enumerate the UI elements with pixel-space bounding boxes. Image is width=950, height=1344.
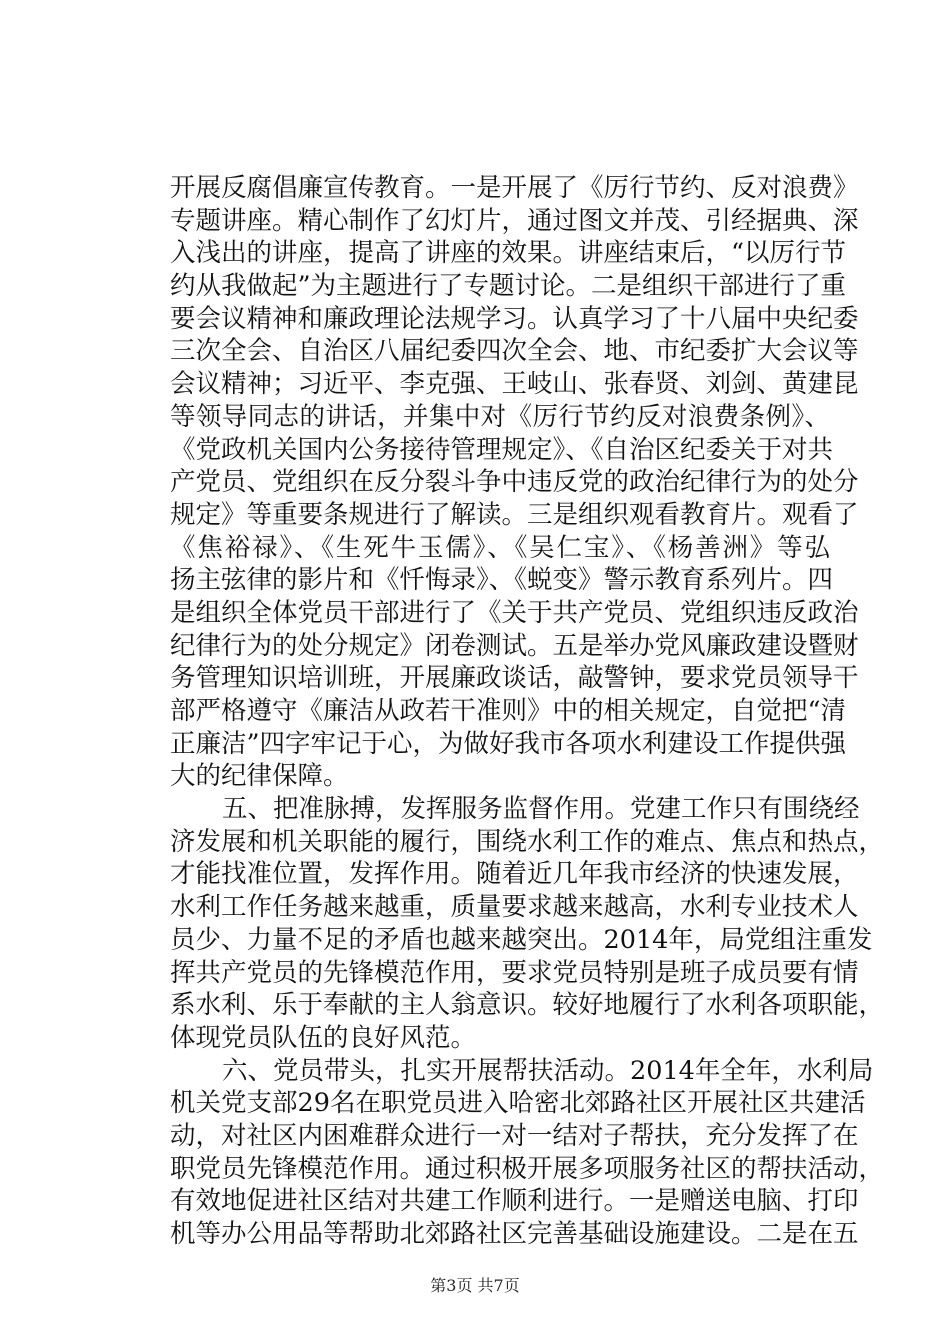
text-line: 规定》等重要条规进行了解读。三是组织观看教育片。观看了 [170, 499, 859, 530]
text-line: 是组织全体党员干部进行了《关于共产党员、党组织违反政治 [170, 597, 859, 628]
text-line: 《党政机关国内公务接待管理规定》、《自治区纪委关于对共 [170, 434, 834, 465]
text-line: 机关党支部29名在职党员进入哈密北郊路社区开展社区共建活 [170, 1088, 866, 1119]
text-line: 有效地促进社区结对共建工作顺利进行。一是赠送电脑、打印 [170, 1186, 859, 1217]
text-line: 入浅出的讲座，提高了讲座的效果。讲座结束后，“以厉行节 [170, 238, 847, 269]
text-line: 会议精神；习近平、李克强、王岐山、张春贤、刘剑、黄建昆 [170, 369, 859, 400]
text-line: 五、把准脉搏，发挥服务监督作用。党建工作只有围绕经 [222, 794, 860, 825]
page-number: 第3页 共7页 [430, 1276, 520, 1295]
text-line: 专题讲座。精心制作了幻灯片，通过图文并茂、引经据典、深 [170, 205, 859, 236]
text-line: 机等办公用品等帮助北郊路社区完善基础设施建设。二是在五 [170, 1219, 859, 1249]
text-line: 才能找准位置，发挥作用。随着近几年我市经济的快速发展， [170, 859, 859, 890]
paragraph-2 [170, 793, 885, 1055]
text-line: 六、党员带头，扎实开展帮扶活动。2014年全年，水利局 [222, 1055, 874, 1086]
text-line: 职党员先锋模范作用。通过积极开展多项服务社区的帮扶活动， [170, 1153, 885, 1184]
text-line: 正廉洁”四字牢记于心，为做好我市各项水利建设工作提供强 [170, 728, 847, 759]
text-line: 济发展和机关职能的履行，围绕水利工作的难点、焦点和热点， [170, 826, 885, 857]
text-line: 体现党员队伍的良好风范。 [170, 1022, 477, 1053]
text-line: 水利工作任务越来越重，质量要求越来越高，水利专业技术人 [170, 892, 859, 923]
text-line: 扬主弦律的影片和《忏悔录》、《蜕变》警示教育系列片。四 [170, 565, 834, 596]
paragraph-3 [170, 1055, 885, 1251]
text-line: 务管理知识培训班，开展廉政谈话，敲警钟，要求党员领导干 [170, 663, 859, 694]
text-line: 《焦裕禄》、《生死牛玉儒》、《吴仁宝》、《杨善洲》等弘 [170, 532, 830, 563]
document-body [170, 172, 885, 1251]
text-line: 等领导同志的讲话，并集中对《厉行节约反对浪费条例》、 [170, 401, 830, 432]
text-line: 部严格遵守《廉洁从政若干准则》中的相关规定，自觉把“清 [170, 696, 847, 726]
text-line: 要会议精神和廉政理论法规学习。认真学习了十八届中央纪委 [170, 303, 859, 334]
text-line: 三次全会、自治区八届纪委四次全会、地、市纪委扩大会议等 [170, 336, 859, 367]
text-line: 约从我做起”为主题进行了专题讨论。二是组织干部进行了重 [170, 271, 847, 302]
text-line: 动，对社区内困难群众进行一对一结对子帮扶，充分发挥了在 [170, 1120, 859, 1151]
paragraph-1 [170, 172, 859, 793]
text-line: 员少、力量不足的矛盾也越来越突出。2014年，局党组注重发 [170, 924, 873, 955]
text-line: 产党员、党组织在反分裂斗争中违反党的政治纪律行为的处分 [170, 467, 859, 498]
text-line: 大的纪律保障。 [170, 761, 349, 792]
text-line: 纪律行为的处分规定》闭卷测试。五是举办党风廉政建设暨财 [170, 630, 859, 661]
text-line: 开展反腐倡廉宣传教育。一是开展了《厉行节约、反对浪费》 [170, 173, 859, 203]
text-line: 挥共产党员的先锋模范作用，要求党员特别是班子成员要有情 [170, 957, 859, 988]
text-line: 系水利、乐于奉献的主人翁意识。较好地履行了水利各项职能， [170, 990, 885, 1021]
